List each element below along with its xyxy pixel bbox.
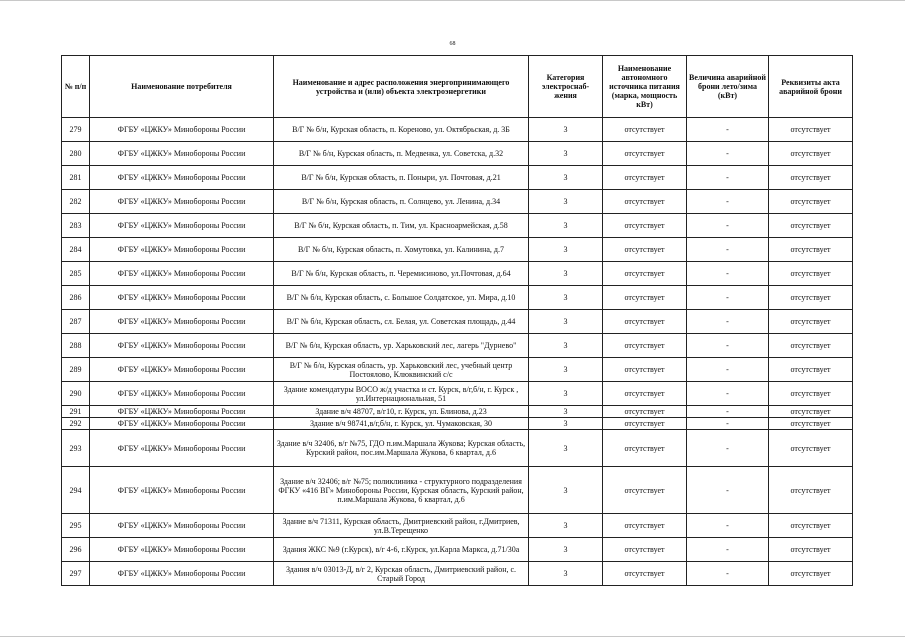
- cell-category: 3: [529, 418, 603, 430]
- cell-reserve: -: [687, 262, 769, 286]
- cell-category: 3: [529, 382, 603, 406]
- cell-details: отсутствует: [769, 358, 853, 382]
- table-row: [62, 514, 853, 538]
- cell-object: Здание в/ч 48707, в/г10, г. Курск, ул. Блинова, д.23: [274, 406, 529, 418]
- cell-num: 281: [62, 166, 90, 190]
- cell-num: 284: [62, 238, 90, 262]
- cell-object: Здание в/ч 98741,в/г,б/н, г. Курск, ул. Чумаковская, 30: [274, 418, 529, 430]
- cell-source: отсутствует: [603, 190, 687, 214]
- cell-category: 3: [529, 142, 603, 166]
- table-row: [62, 430, 853, 467]
- cell-object: Здание комендатуры ВОСО ж/д участка и ст. Курск, в/г,б/н, г. Курск , ул.Интернациональная, 51: [274, 382, 529, 406]
- top-edge-rule: [0, 0, 905, 1]
- cell-reserve: -: [687, 406, 769, 418]
- cell-category: 3: [529, 310, 603, 334]
- cell-source: отсутствует: [603, 430, 687, 467]
- cell-reserve: -: [687, 142, 769, 166]
- cell-source: отсутствует: [603, 286, 687, 310]
- cell-source: отсутствует: [603, 382, 687, 406]
- cell-consumer: ФГБУ «ЦЖКУ» Минобороны России: [90, 467, 274, 514]
- cell-source: отсутствует: [603, 166, 687, 190]
- cell-category: 3: [529, 118, 603, 142]
- reserve-table: [61, 55, 853, 586]
- table-row: [62, 467, 853, 514]
- cell-details: отсутствует: [769, 418, 853, 430]
- table-row: [62, 238, 853, 262]
- cell-num: 292: [62, 418, 90, 430]
- cell-category: 3: [529, 562, 603, 586]
- header-object: Наименование и адрес расположения энергопринимающего устройства и (или) объекта электроэнергетики: [274, 56, 529, 118]
- cell-reserve: -: [687, 430, 769, 467]
- cell-object: Здание в/ч 32406; в/г №75; поликлиника - структурного подразделения ФГКУ «416 ВГ» Минобороны России, Курская область, Курский район, п.им.Маршала Жукова, 6 квартал, д.6: [274, 467, 529, 514]
- cell-reserve: -: [687, 310, 769, 334]
- cell-consumer: ФГБУ «ЦЖКУ» Минобороны России: [90, 238, 274, 262]
- cell-details: отсутствует: [769, 334, 853, 358]
- cell-category: 3: [529, 286, 603, 310]
- cell-consumer: ФГБУ «ЦЖКУ» Минобороны России: [90, 562, 274, 586]
- cell-num: 290: [62, 382, 90, 406]
- cell-num: 294: [62, 467, 90, 514]
- cell-reserve: -: [687, 382, 769, 406]
- cell-num: 295: [62, 514, 90, 538]
- cell-source: отсутствует: [603, 538, 687, 562]
- cell-reserve: -: [687, 418, 769, 430]
- cell-num: 282: [62, 190, 90, 214]
- cell-details: отсутствует: [769, 430, 853, 467]
- cell-category: 3: [529, 166, 603, 190]
- cell-source: отсутствует: [603, 238, 687, 262]
- cell-object: В/Г № б/н, Курская область, с. Большое Солдатское, ул. Мира, д.10: [274, 286, 529, 310]
- cell-object: Здание в/ч 71311, Курская область, Дмитриевский район, г.Дмитриев, ул.В.Терещенко: [274, 514, 529, 538]
- cell-consumer: ФГБУ «ЦЖКУ» Минобороны России: [90, 382, 274, 406]
- table-row: [62, 406, 853, 418]
- table-row: [62, 262, 853, 286]
- cell-source: отсутствует: [603, 358, 687, 382]
- cell-details: отсутствует: [769, 286, 853, 310]
- cell-num: 285: [62, 262, 90, 286]
- cell-details: отсутствует: [769, 562, 853, 586]
- cell-source: отсутствует: [603, 562, 687, 586]
- cell-reserve: -: [687, 190, 769, 214]
- cell-category: 3: [529, 238, 603, 262]
- cell-object: Здания ЖКС №9 (г.Курск), в/г 4-6, г.Курск, ул.Карла Маркса, д.71/30а: [274, 538, 529, 562]
- header-consumer: Наименование потребителя: [90, 56, 274, 118]
- cell-num: 293: [62, 430, 90, 467]
- cell-object: В/Г № б/н, Курская область, ур. Харьковский лес, лагерь "Дурнево": [274, 334, 529, 358]
- cell-reserve: -: [687, 238, 769, 262]
- table-row: [62, 562, 853, 586]
- cell-object: В/Г № б/н, Курская область, п. Хомутовка, ул. Калинина, д.7: [274, 238, 529, 262]
- cell-details: отсутствует: [769, 118, 853, 142]
- cell-object: Здание в/ч 32406, в/г №75, ГДО п.им.Маршала Жукова; Курская область, Курский район, пос.им.Маршала Жукова, 6 квартал, д.6: [274, 430, 529, 467]
- cell-details: отсутствует: [769, 166, 853, 190]
- header-reserve: Величина аварийной брони лето/зима (кВт): [687, 56, 769, 118]
- cell-num: 280: [62, 142, 90, 166]
- cell-details: отсутствует: [769, 382, 853, 406]
- cell-object: В/Г № б/н, Курская область, п. Кореново, ул. Октябрьская, д. 3Б: [274, 118, 529, 142]
- table-row: [62, 214, 853, 238]
- cell-category: 3: [529, 214, 603, 238]
- bottom-edge-rule: [0, 636, 905, 637]
- cell-consumer: ФГБУ «ЦЖКУ» Минобороны России: [90, 142, 274, 166]
- cell-consumer: ФГБУ «ЦЖКУ» Минобороны России: [90, 166, 274, 190]
- cell-reserve: -: [687, 562, 769, 586]
- cell-reserve: -: [687, 286, 769, 310]
- cell-reserve: -: [687, 166, 769, 190]
- table-row: [62, 334, 853, 358]
- cell-source: отсутствует: [603, 418, 687, 430]
- cell-details: отсутствует: [769, 142, 853, 166]
- cell-consumer: ФГБУ «ЦЖКУ» Минобороны России: [90, 334, 274, 358]
- cell-reserve: -: [687, 538, 769, 562]
- table-row: [62, 190, 853, 214]
- cell-details: отсутствует: [769, 190, 853, 214]
- cell-consumer: ФГБУ «ЦЖКУ» Минобороны России: [90, 538, 274, 562]
- cell-consumer: ФГБУ «ЦЖКУ» Минобороны России: [90, 514, 274, 538]
- table-row: [62, 382, 853, 406]
- cell-category: 3: [529, 514, 603, 538]
- cell-source: отсутствует: [603, 262, 687, 286]
- cell-object: В/Г № б/н, Курская область, п. Поныри, ул. Почтовая, д.21: [274, 166, 529, 190]
- cell-num: 288: [62, 334, 90, 358]
- cell-consumer: ФГБУ «ЦЖКУ» Минобороны России: [90, 214, 274, 238]
- cell-num: 289: [62, 358, 90, 382]
- cell-reserve: -: [687, 514, 769, 538]
- cell-reserve: -: [687, 358, 769, 382]
- cell-num: 287: [62, 310, 90, 334]
- table-row: [62, 166, 853, 190]
- cell-category: 3: [529, 262, 603, 286]
- cell-num: 279: [62, 118, 90, 142]
- cell-reserve: -: [687, 467, 769, 514]
- cell-source: отсутствует: [603, 514, 687, 538]
- cell-source: отсутствует: [603, 467, 687, 514]
- cell-details: отсутствует: [769, 238, 853, 262]
- cell-num: 283: [62, 214, 90, 238]
- cell-category: 3: [529, 334, 603, 358]
- cell-consumer: ФГБУ «ЦЖКУ» Минобороны России: [90, 190, 274, 214]
- cell-details: отсутствует: [769, 538, 853, 562]
- table-header-row: [62, 56, 853, 118]
- cell-object: В/Г № б/н, Курская область, сл. Белая, ул. Советская площадь, д.44: [274, 310, 529, 334]
- table-row: [62, 358, 853, 382]
- table-row: [62, 118, 853, 142]
- header-num: № п/п: [62, 56, 90, 118]
- cell-reserve: -: [687, 118, 769, 142]
- table-row: [62, 142, 853, 166]
- cell-category: 3: [529, 190, 603, 214]
- cell-object: В/Г № б/н, Курская область, п. Солнцево, ул. Ленина, д.34: [274, 190, 529, 214]
- cell-consumer: ФГБУ «ЦЖКУ» Минобороны России: [90, 286, 274, 310]
- cell-source: отсутствует: [603, 118, 687, 142]
- cell-details: отсутствует: [769, 214, 853, 238]
- cell-object: Здания в/ч 03013-Д, в/г 2, Курская область, Дмитриевский район, с. Старый Город: [274, 562, 529, 586]
- cell-source: отсутствует: [603, 406, 687, 418]
- cell-reserve: -: [687, 334, 769, 358]
- cell-reserve: -: [687, 214, 769, 238]
- cell-details: отсутствует: [769, 467, 853, 514]
- cell-source: отсутствует: [603, 334, 687, 358]
- cell-num: 296: [62, 538, 90, 562]
- cell-consumer: ФГБУ «ЦЖКУ» Минобороны России: [90, 262, 274, 286]
- cell-num: 286: [62, 286, 90, 310]
- cell-category: 3: [529, 538, 603, 562]
- cell-object: В/Г № б/н, Курская область, п. Тим, ул. Красноармейская, д.58: [274, 214, 529, 238]
- cell-details: отсутствует: [769, 262, 853, 286]
- cell-consumer: ФГБУ «ЦЖКУ» Минобороны России: [90, 430, 274, 467]
- cell-category: 3: [529, 430, 603, 467]
- cell-details: отсутствует: [769, 310, 853, 334]
- cell-consumer: ФГБУ «ЦЖКУ» Минобороны России: [90, 406, 274, 418]
- table-row: [62, 310, 853, 334]
- header-category: Категория электроснаб-жения: [529, 56, 603, 118]
- cell-source: отсутствует: [603, 214, 687, 238]
- cell-category: 3: [529, 406, 603, 418]
- cell-num: 297: [62, 562, 90, 586]
- table-row: [62, 286, 853, 310]
- cell-consumer: ФГБУ «ЦЖКУ» Минобороны России: [90, 118, 274, 142]
- cell-object: В/Г № б/н, Курская область, ур. Харьковский лес, учебный центр Постоялово, Клюквинский с/с: [274, 358, 529, 382]
- cell-category: 3: [529, 358, 603, 382]
- cell-source: отсутствует: [603, 142, 687, 166]
- table-row: [62, 418, 853, 430]
- page-number: 68: [449, 41, 456, 47]
- cell-num: 291: [62, 406, 90, 418]
- cell-details: отсутствует: [769, 406, 853, 418]
- cell-category: 3: [529, 467, 603, 514]
- cell-source: отсутствует: [603, 310, 687, 334]
- table-row: [62, 538, 853, 562]
- cell-consumer: ФГБУ «ЦЖКУ» Минобороны России: [90, 358, 274, 382]
- cell-object: В/Г № б/н, Курская область, п. Медвенка, ул. Советска, д.32: [274, 142, 529, 166]
- cell-consumer: ФГБУ «ЦЖКУ» Минобороны России: [90, 418, 274, 430]
- header-source: Наименование автономного источника питания (марка, мощность кВт): [603, 56, 687, 118]
- cell-details: отсутствует: [769, 514, 853, 538]
- header-details: Реквизиты акта аварийной брони: [769, 56, 853, 118]
- cell-consumer: ФГБУ «ЦЖКУ» Минобороны России: [90, 310, 274, 334]
- cell-object: В/Г № б/н, Курская область, п. Черемисиново, ул.Почтовая, д.64: [274, 262, 529, 286]
